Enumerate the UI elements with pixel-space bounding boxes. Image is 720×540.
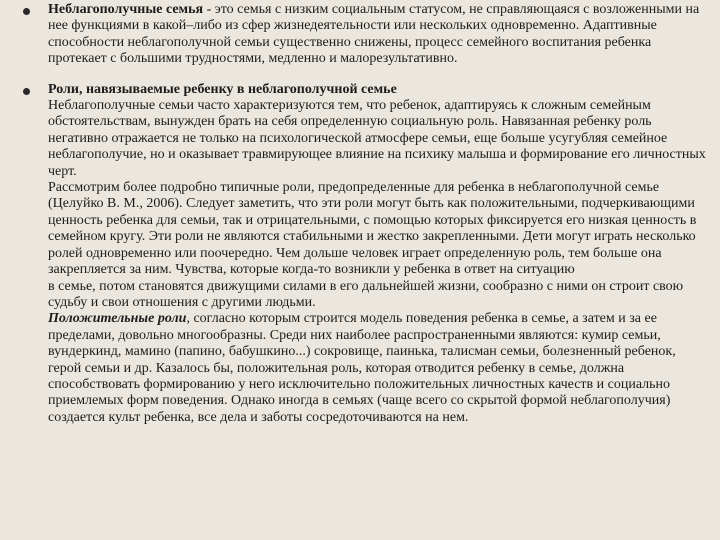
roles-paragraph-1: Неблагополучные семьи часто характеризуются тем, что ребенок, адаптируясь к сложным семейным обстоятельствам, вынужден брать на себя определенную социальную роль. Навязанная ребенку роль негативно отражается не только на психологической атмосфере семьи, еще больше усугубляя семейное неблагополучие, но и оказывает травмирующее влияние на психику малыша и формирование его личностных черт. [48, 98, 706, 179]
definition-paragraph [48, 2, 710, 68]
roles-heading-text: Роли, навязываемые ребенку в неблагополучной семье [48, 81, 397, 97]
roles-paragraph-2: Рассмотрим более подробно типичные роли, предопределенные для ребенка в неблагополучной семье (Целуйко В. М., 2006). Следует заметить, что эти роли могут быть как положительными, подчеркивающими ценность ребенка для семьи, так и отрицательными, с помощью которых фиксируется его низкая ценность в семейном кругу. Эти роли не являются стабильными и жестко закрепленными. Дети могут играть несколько ролей одновременно или поочередно. Чем дольше человек играет определенную роль, тем больше она закрепляется за ним. Чувства, которые когда-то возникли у ребенка в ответ на ситуацию [48, 180, 697, 278]
definition-term: Неблагополучные семья [48, 2, 204, 17]
roles-paragraph-4 [48, 311, 710, 426]
roles-heading [48, 82, 710, 98]
bullet-icon [23, 8, 30, 15]
positive-roles-text: , согласно которым строится модель поведения ребенка в семье, а затем и за ее пределами, довольно многообразны. Среди них наиболее распространенными являются: кумир семьи, вундеркинд, мамино (папино, бабушкино...) сокровище, паинька, талисман семьи, болезненный ребенок, герой семьи и др. Казалось бы, положительная роль, которая отводится ребенку в семье, должна способствовать формированию у него исключительно положительных личностных качеств и социально приемлемых форм поведения. Однако иногда в семьях (чаще всего со скрытой формой неблагополучия) создается культ ребенка, все дела и заботы сосредоточиваются на нем. [48, 311, 676, 425]
roles-paragraph-3: в семье, потом становятся движущими силами в его дальнейшей жизни, сообразно с ними он строит свою судьбу и свои отношения с другими людьми. [48, 278, 684, 310]
bullet-item-roles [18, 82, 710, 427]
bullet-icon [23, 88, 30, 95]
bullet-item-definition [18, 2, 710, 68]
definition-text: - это семья с низким социальным статусом, не справляющаяся с возложенными на нее функциями в какой–либо из сфер жизнедеятельности или нескольких одновременно. Адаптивные способности неблагополучной семьи существенно снижены, процесс семейного воспитания ребенка протекает с большими трудностями, медленно и малорезультативно. [48, 2, 700, 67]
positive-roles-term: Положительные роли [48, 311, 187, 327]
